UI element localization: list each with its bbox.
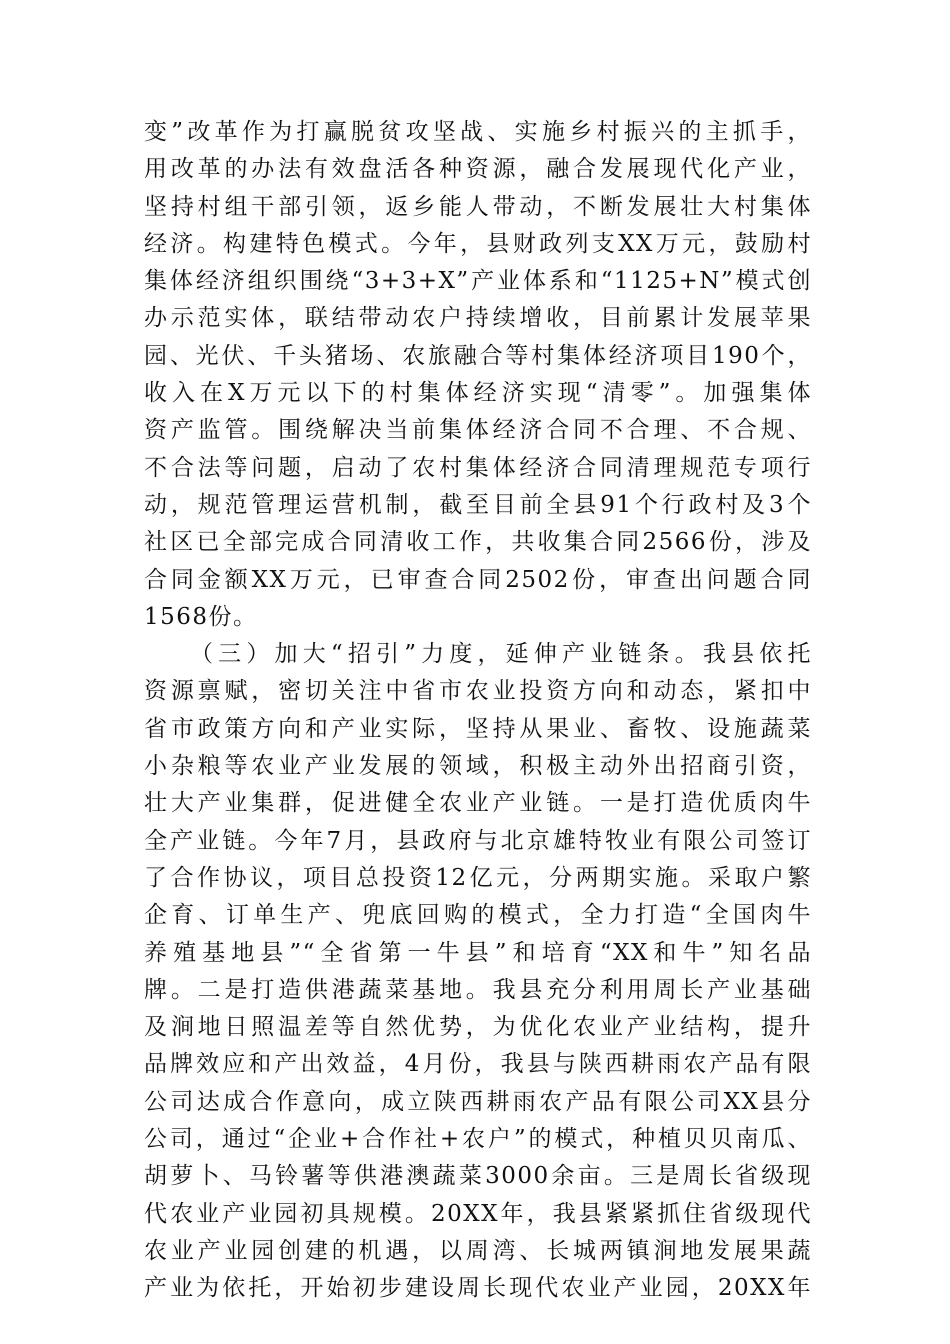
text-line: 公司达成合作意向，成立陕西耕雨农产品有限公司XX县分 <box>144 1088 812 1115</box>
text-line: 省市政策方向和产业实际，坚持从果业、畜牧、设施蔬菜 <box>144 715 812 742</box>
text-line: 企育、订单生产、兜底回购的模式，全力打造“全国肉牛 <box>144 902 812 929</box>
text-line: 坚持村组干部引领，返乡能人带动，不断发展壮大村集体 <box>144 193 812 220</box>
text-line: 资产监管。围绕解决当前集体经济合同不合理、不合规、 <box>144 417 812 444</box>
text-line: 收入在X万元以下的村集体经济实现“清零”。加强集体 <box>144 380 812 407</box>
text-line: 合同金额XX万元，已审查合同2502份，审查出问题合同 <box>144 566 812 593</box>
text-line: 壮大产业集群，促进健全农业产业链。一是打造优质肉牛 <box>144 790 812 817</box>
text-line: 产业为依托，开始初步建设周长现代农业产业园，20XX年 <box>144 1275 812 1302</box>
text-line: 社区已全部完成合同清收工作，共收集合同2566份，涉及 <box>144 529 812 556</box>
text-line: 用改革的办法有效盘活各种资源，融合发展现代化产业， <box>144 156 812 183</box>
text-line: 变”改革作为打赢脱贫攻坚战、实施乡村振兴的主抓手， <box>144 119 812 145</box>
text-line: 及涧地日照温差等自然优势，为优化农业产业结构，提升 <box>144 1014 812 1041</box>
text-line: 胡萝卜、马铃薯等供港澳蔬菜3000余亩。三是周长省级现 <box>144 1163 812 1190</box>
text-line: 品牌效应和产出效益，4月份，我县与陕西耕雨农产品有限 <box>144 1051 812 1078</box>
text-line: 公司，通过“企业+合作社+农户”的模式，种植贝贝南瓜、 <box>144 1126 812 1153</box>
text-line: 全产业链。今年7月，县政府与北京雄特牧业有限公司签订 <box>144 827 812 854</box>
text-line: 资源禀赋，密切关注中省市农业投资方向和动态，紧扣中 <box>144 678 812 705</box>
text-line: 养殖基地县”“全省第一牛县”和培育“XX和牛”知名品 <box>144 939 812 966</box>
text-line: 经济。构建特色模式。今年，县财政列支XX万元，鼓励村 <box>144 230 812 257</box>
text-line: 园、光伏、千头猪场、农旅融合等村集体经济项目190个， <box>144 342 812 369</box>
text-line: 牌。二是打造供港蔬菜基地。我县充分利用周长产业基础 <box>144 976 812 1003</box>
text-line: 1568份。 <box>144 603 258 630</box>
section-heading-line: （三）加大“招引”力度，延伸产业链条。我县依托 <box>190 641 812 668</box>
text-line: 了合作协议，项目总投资12亿元，分两期实施。采取户繁 <box>144 864 812 891</box>
text-line: 动，规范管理运营机制，截至目前全县91个行政村及3个 <box>144 491 812 518</box>
text-line: 集体经济组织围绕“3+3+X”产业体系和“1125+N”模式创 <box>144 268 812 295</box>
text-line: 农业产业园创建的机遇，以周湾、长城两镇涧地发展果蔬 <box>144 1237 812 1264</box>
document-body <box>144 114 812 1308</box>
text-line: 小杂粮等农业产业发展的领域，积极主动外出招商引资， <box>144 753 812 780</box>
text-line: 办示范实体，联结带动农户持续增收，目前累计发展苹果 <box>144 305 812 332</box>
text-line: 代农业产业园初具规模。20XX年，我县紧紧抓住省级现代 <box>144 1200 812 1227</box>
text-line: 不合法等问题，启动了农村集体经济合同清理规范专项行 <box>144 454 812 481</box>
